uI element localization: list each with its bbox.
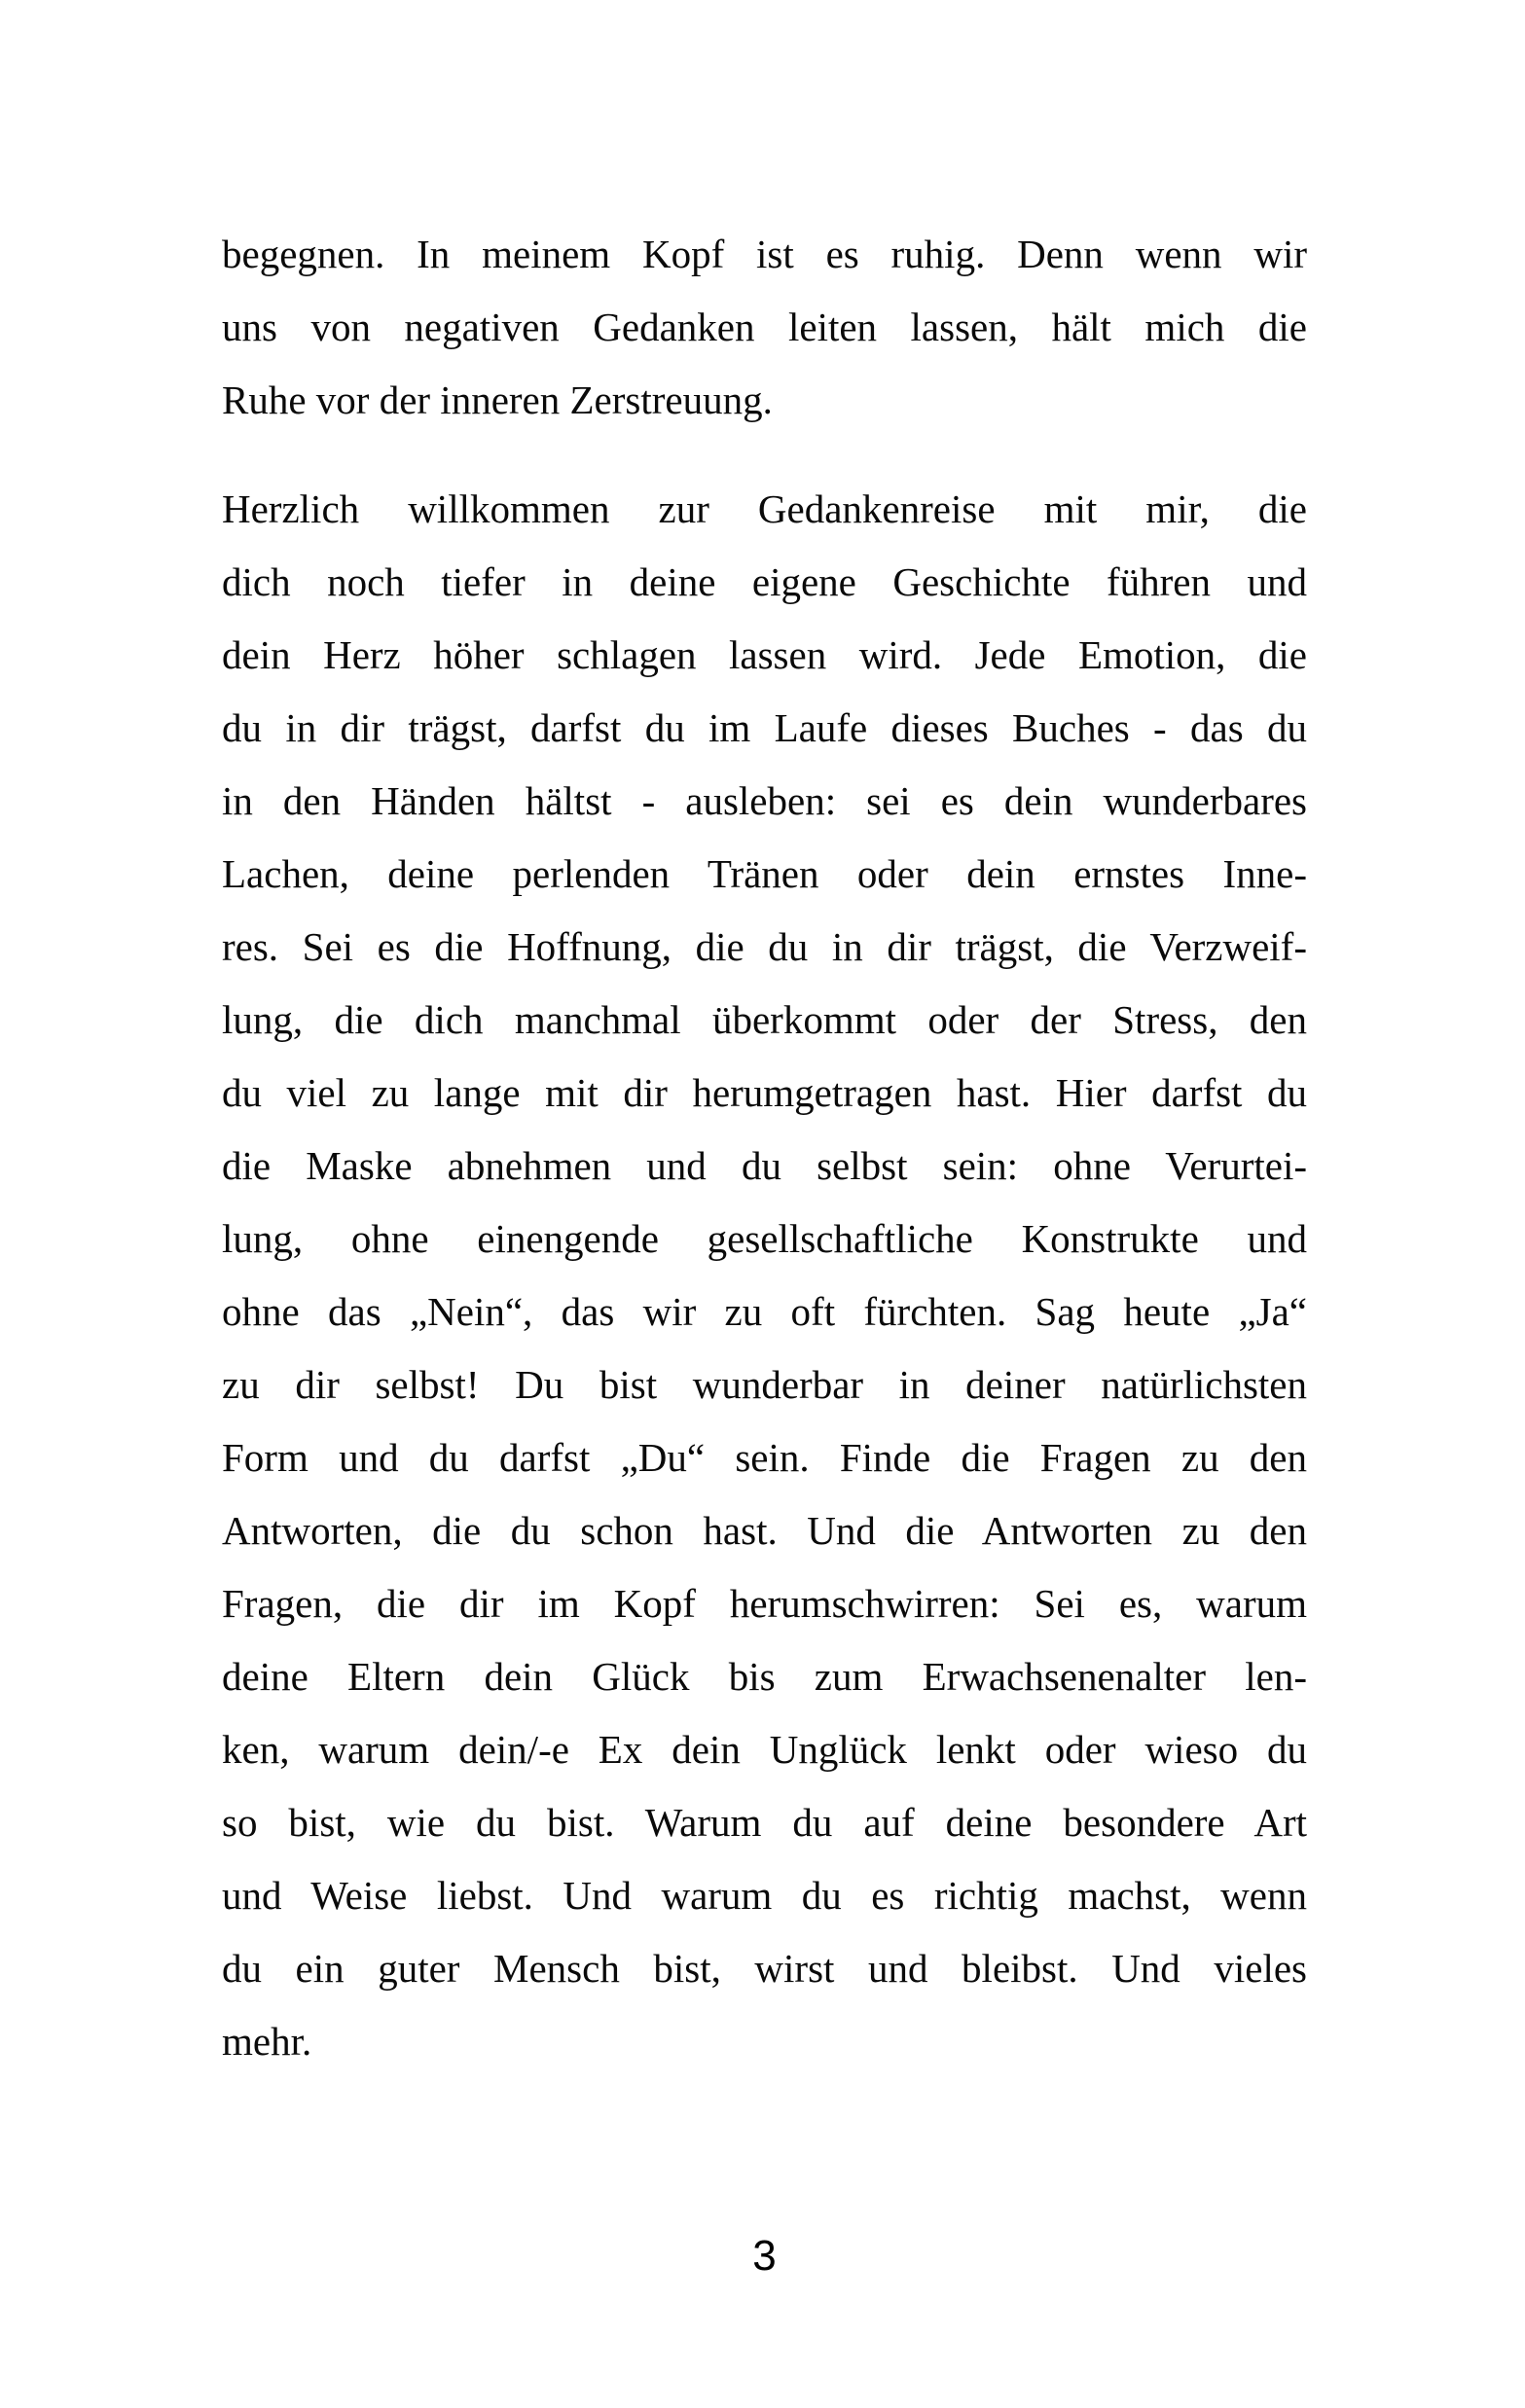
text-line: du viel zu lange mit dir herumgetragen hast. Hier darfst du — [222, 1070, 1307, 1115]
text-line: ohne das „Nein“, das wir zu oft fürchten. Sag heute „Ja“ — [222, 1289, 1307, 1334]
text-line: Herzlich willkommen zur Gedankenreise mit mir, die — [222, 486, 1307, 531]
text-line: Fragen, die dir im Kopf herumschwirren: Sei es, warum — [222, 1581, 1307, 1626]
text-line: du in dir trägst, darfst du im Laufe dieses Buches - das du — [222, 705, 1307, 750]
text-line: Lachen, deine perlenden Tränen oder dein ernstes Inne- — [222, 851, 1307, 896]
paragraph-2 — [222, 473, 1307, 2078]
text-line: und Weise liebst. Und warum du es richtig machst, wenn — [222, 1873, 1307, 1918]
text-line: so bist, wie du bist. Warum du auf deine besondere Art — [222, 1800, 1307, 1845]
text-line: res. Sei es die Hoffnung, die du in dir trägst, die Verzweif- — [222, 924, 1307, 969]
text-line: lung, ohne einengende gesellschaftliche Konstrukte und — [222, 1216, 1307, 1261]
text-line: du ein guter Mensch bist, wirst und bleibst. Und vieles — [222, 1946, 1307, 1991]
text-line: ken, warum dein/-e Ex dein Unglück lenkt oder wieso du — [222, 1727, 1307, 1772]
page-number: 3 — [752, 2232, 777, 2280]
text-line: Antworten, die du schon hast. Und die Antworten zu den — [222, 1508, 1307, 1553]
text-line: die Maske abnehmen und du selbst sein: ohne Verurtei- — [222, 1143, 1307, 1188]
text-line: lung, die dich manchmal überkommt oder der Stress, den — [222, 997, 1307, 1042]
text-line: mehr. — [222, 2019, 312, 2064]
text-line: Form und du darfst „Du“ sein. Finde die Fragen zu den — [222, 1435, 1307, 1480]
text-line: dein Herz höher schlagen lassen wird. Jede Emotion, die — [222, 632, 1307, 677]
text-line: zu dir selbst! Du bist wunderbar in deiner natürlichsten — [222, 1362, 1307, 1407]
text-line: deine Eltern dein Glück bis zum Erwachsenenalter len- — [222, 1654, 1307, 1699]
text-line: uns von negativen Gedanken leiten lassen, hält mich die — [222, 305, 1307, 349]
text-line: in den Händen hältst - ausleben: sei es dein wunderbares — [222, 778, 1307, 823]
text-line: Ruhe vor der inneren Zerstreuung. — [222, 377, 773, 422]
paragraph-1 — [222, 218, 1307, 437]
text-line: dich noch tiefer in deine eigene Geschichte führen und — [222, 559, 1307, 604]
text-line: begegnen. In meinem Kopf ist es ruhig. Denn wenn wir — [222, 232, 1307, 276]
